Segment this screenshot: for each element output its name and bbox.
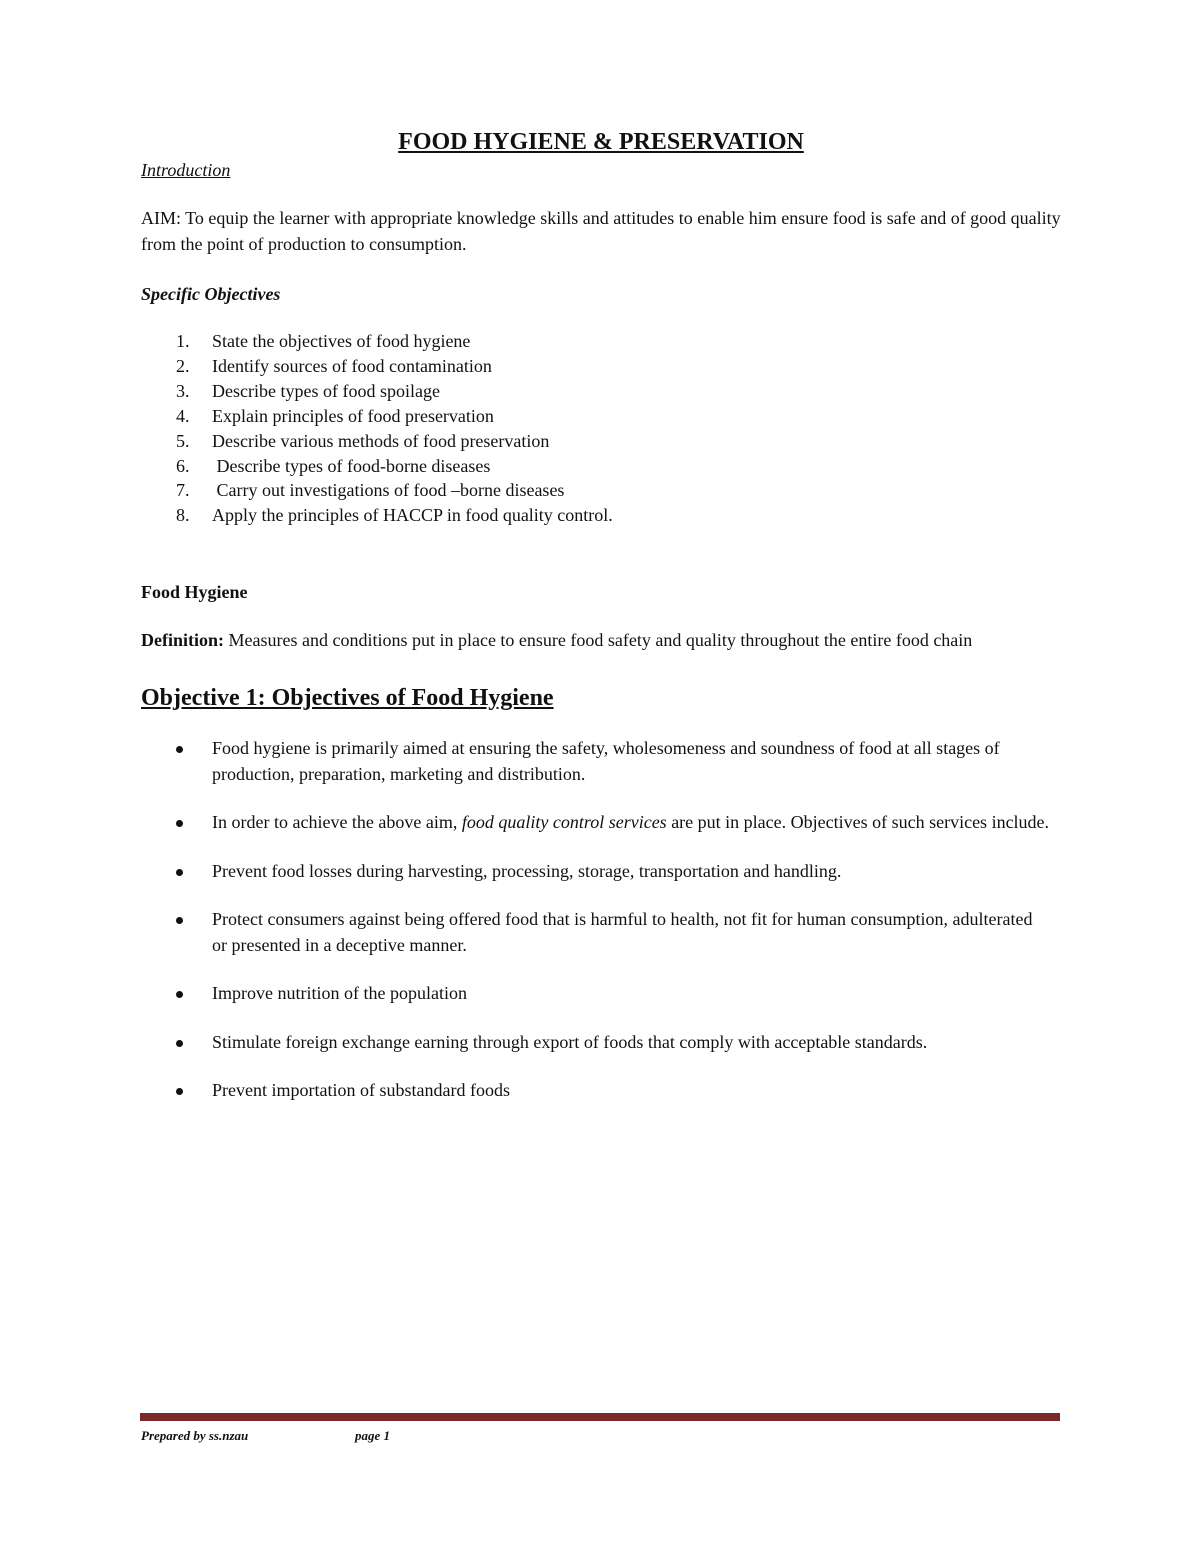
footer-prepared-by: Prepared by ss.nzau [141, 1428, 249, 1443]
aim-paragraph: AIM: To equip the learner with appropriate knowledge skills and attitudes to enable him ensure food is safe and of good quality from the point of production to consumption. [141, 208, 1061, 254]
definition-paragraph [141, 628, 1061, 653]
list-number: 4. [176, 405, 190, 426]
objective-1-heading: Objective 1: Objectives of Food Hygiene [141, 685, 554, 712]
page-footer [141, 1428, 391, 1444]
list-item [141, 907, 1061, 958]
food-hygiene-heading: Food Hygiene [141, 582, 248, 603]
objectives-bullet-list [141, 736, 1061, 1104]
list-number: 3. [176, 380, 190, 401]
bullet-emphasis: food quality control services [461, 812, 667, 833]
bullet-icon [176, 991, 183, 998]
bullet-icon [176, 869, 183, 876]
list-item [141, 503, 1061, 528]
bullet-text-start: In order to achieve the above aim, [212, 812, 462, 833]
list-item [141, 1078, 1061, 1104]
list-item [141, 429, 1061, 454]
list-item [141, 404, 1061, 429]
list-item [141, 379, 1061, 404]
specific-objectives-heading: Specific Objectives [141, 284, 281, 304]
list-item [141, 454, 1061, 479]
list-item [141, 859, 1061, 885]
bullet-icon [176, 1088, 183, 1095]
list-number: 1. [176, 331, 190, 351]
bullet-icon [176, 820, 183, 827]
document-body [141, 126, 1061, 1127]
list-item-text: Carry out investigations of food –borne diseases [212, 480, 565, 501]
list-number: 6. [176, 455, 190, 476]
list-item-text: Identify sources of food contamination [212, 355, 492, 376]
bullet-text-end: are put in place. Objectives of such services include. [666, 812, 1050, 833]
footer-page-number: page 1 [355, 1428, 391, 1443]
list-item-text: Describe various methods of food preservation [212, 430, 550, 451]
list-item [141, 810, 1061, 836]
bullet-icon [176, 917, 183, 924]
list-item [141, 478, 1061, 503]
definition-text: Measures and conditions put in place to ensure food safety and quality throughout the entire food chain [224, 630, 973, 651]
footer-divider [140, 1413, 1060, 1421]
list-number: 2. [176, 355, 190, 376]
bullet-text: Prevent importation of substandard foods [212, 1080, 510, 1101]
list-item-text: State the objectives of food hygiene [212, 331, 471, 351]
list-item [141, 1030, 1061, 1056]
list-item-text: Describe types of food-borne diseases [212, 455, 491, 476]
objectives-list [141, 329, 1061, 528]
bullet-text: Stimulate foreign exchange earning through export of foods that comply with acceptable standards. [212, 1031, 928, 1052]
list-item [141, 354, 1061, 379]
document-title: FOOD HYGIENE & PRESERVATION [398, 129, 804, 155]
list-number: 5. [176, 430, 190, 451]
list-number: 7. [176, 480, 190, 501]
list-item-text: Describe types of food spoilage [212, 380, 440, 401]
introduction-label: Introduction [141, 160, 231, 180]
bullet-text: Improve nutrition of the population [212, 983, 467, 1004]
list-item [141, 329, 1061, 354]
bullet-text: Protect consumers against being offered food that is harmful to health, not fit for human consumption, adulterated or presented in a deceptive manner. [212, 909, 1033, 955]
bullet-text: Food hygiene is primarily aimed at ensuring the safety, wholesomeness and soundness of food at all stages of production, preparation, marketing and distribution. [212, 738, 1000, 784]
list-item-text: Apply the principles of HACCP in food quality control. [212, 505, 613, 526]
list-item-text: Explain principles of food preservation [212, 405, 494, 426]
bullet-text: Prevent food losses during harvesting, processing, storage, transportation and handling. [212, 860, 842, 881]
list-item [141, 736, 1061, 787]
list-number: 8. [176, 505, 190, 526]
definition-label: Definition: [141, 630, 224, 651]
list-item [141, 981, 1061, 1007]
bullet-icon [176, 746, 183, 753]
bullet-icon [176, 1040, 183, 1047]
